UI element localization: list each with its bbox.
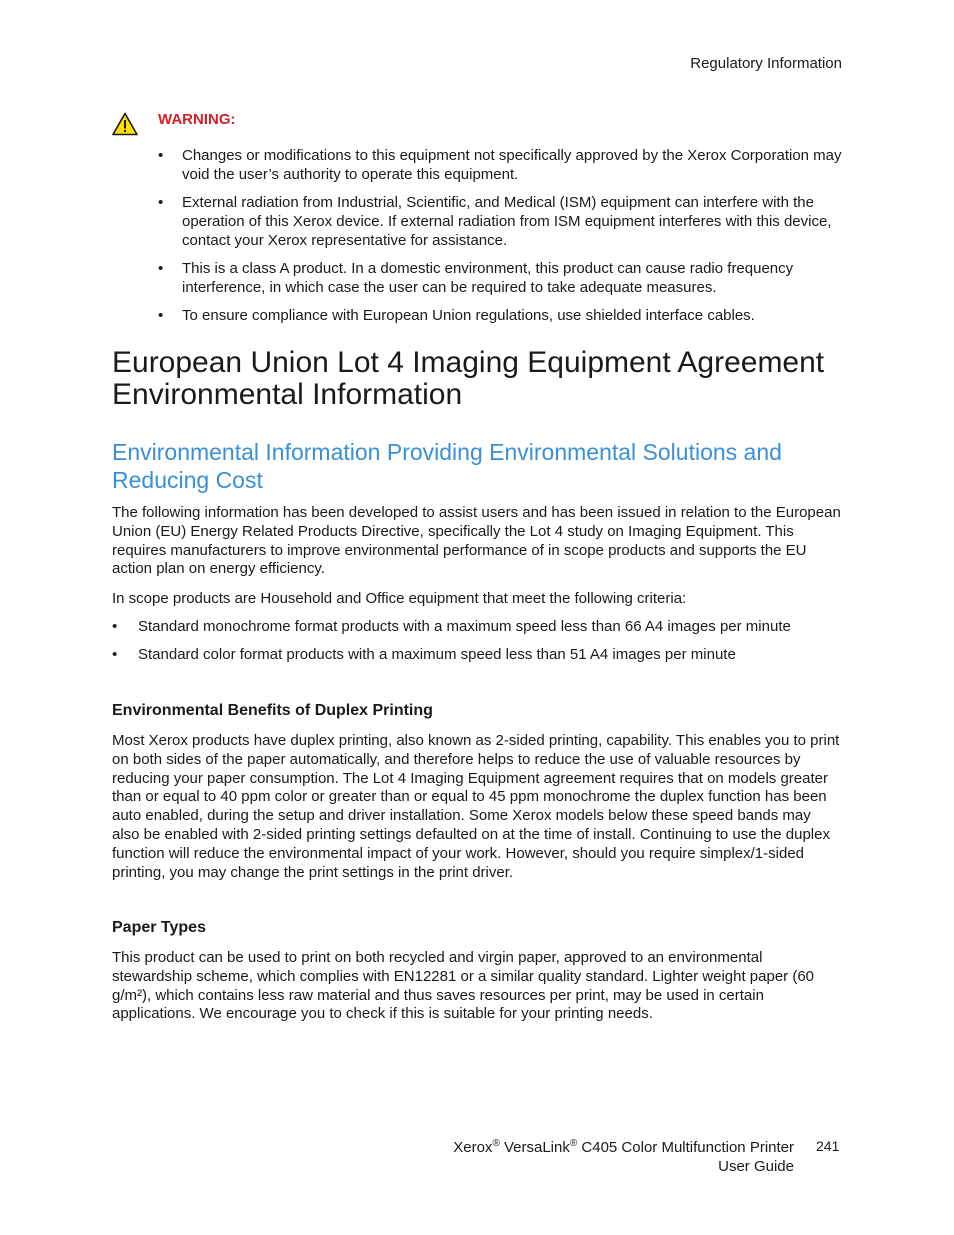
- paper-types-heading: Paper Types: [112, 919, 206, 936]
- criteria-intro: In scope products are Household and Office equipment that meet the following criteria:: [112, 590, 687, 607]
- warning-triangle-icon: [112, 112, 138, 136]
- warning-list: [158, 146, 842, 334]
- paper-types-paragraph: This product can be used to print on both recycled and virgin paper, approved to an environmental stewardship scheme, which complies with EN12281 or a similar quality standard. Lighter weight paper (60 g/m²), which contains less raw material and thus saves resources per print, may be used in certain applications. We encourage you to check if this is suitable for your printing needs.: [112, 949, 815, 1023]
- footer-product-title: [453, 1138, 794, 1176]
- page-number: 241: [816, 1138, 840, 1154]
- intro-paragraph: The following information has been developed to assist users and has been issued in relation to the European Union (EU) Energy Related Products Directive, specifically the Lot 4 study on Imaging Equipment. This requires manufacturers to improve environmental performance of in scope products and supports the EU action plan on energy efficiency.: [112, 504, 841, 578]
- footer-product: VersaLink: [503, 1139, 570, 1156]
- footer-product-line: [453, 1138, 794, 1157]
- registered-mark: ®: [569, 1138, 578, 1149]
- criteria-item: • Standard color format products with a maximum speed less than 51 A4 images per minute: [112, 646, 812, 665]
- warning-label: WARNING:: [158, 111, 236, 128]
- section-title: European Union Lot 4 Imaging Equipment Agreement Environmental Information: [112, 346, 825, 411]
- warning-item: • To ensure compliance with European Union regulations, use shielded interface cables.: [158, 306, 842, 325]
- criteria-list: [112, 618, 812, 674]
- footer-brand: Xerox: [453, 1139, 493, 1156]
- footer-model: C405 Color Multifunction Printer: [581, 1139, 794, 1156]
- criteria-item: • Standard monochrome format products with a maximum speed less than 66 A4 images per minute: [112, 618, 812, 637]
- warning-item: • This is a class A product. In a domestic environment, this product can cause radio frequency interference, in which case the user can be required to take adequate measures.: [158, 259, 842, 297]
- duplex-paragraph: Most Xerox products have duplex printing, also known as 2-sided printing, capability. This enables you to print on both sides of the paper automatically, and therefore helps to reduce the use of valuable resources by reducing your paper consumption. The Lot 4 Imaging Equipment agreement requires that on models greater than or equal to 40 ppm color or greater than or equal to 45 ppm monochrome the duplex function has been auto enabled, during the setup and driver installation. Some Xerox models below these speed bands may also be enabled with 2-sided printing settings defaulted on at the time of install. Continuing to use the duplex function will reduce the environmental impact of your work. However, should you require simplex/1-sided printing, you may change the print settings in the print driver.: [112, 732, 840, 881]
- running-header: Regulatory Information: [690, 55, 842, 72]
- footer-guide: User Guide: [718, 1158, 794, 1175]
- section-subtitle: Environmental Information Providing Environmental Solutions and Reducing Cost: [112, 439, 782, 493]
- duplex-heading: Environmental Benefits of Duplex Printing: [112, 702, 433, 719]
- registered-mark: ®: [492, 1138, 500, 1149]
- warning-item: • External radiation from Industrial, Scientific, and Medical (ISM) equipment can interfere with the operation of this Xerox device. If external radiation from ISM equipment interferes with this device, contact your Xerox representative for assistance.: [158, 193, 842, 250]
- warning-item: • Changes or modifications to this equipment not specifically approved by the Xerox Corporation may void the user’s authority to operate this equipment.: [158, 146, 842, 184]
